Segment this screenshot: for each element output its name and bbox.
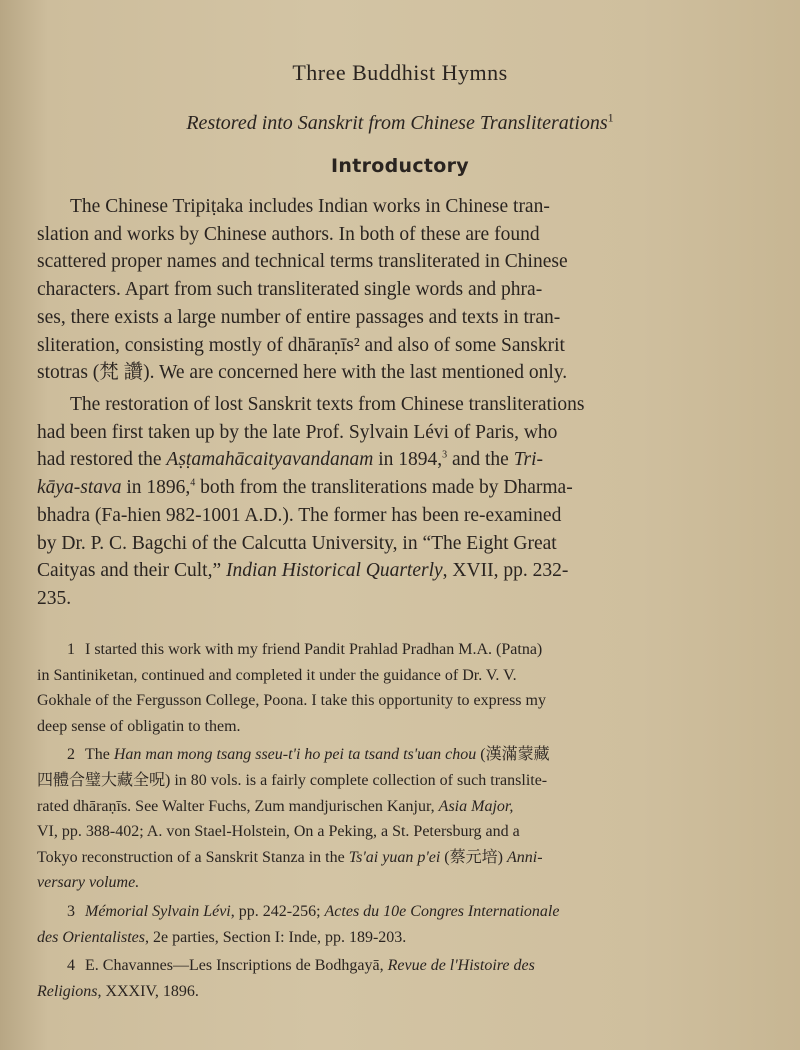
para2-line: 235. (37, 587, 72, 609)
footnote-text: rated dhāraṇīs. See Walter Fuchs, Zum mandjurischen Kanjur, (37, 797, 439, 815)
footnote-text: 四體合璧大藏全呪 (37, 771, 166, 789)
work-title: Anni- (506, 848, 543, 866)
footnote-3-line (37, 899, 767, 925)
journal-title: Religions (37, 982, 98, 1000)
para1-line: The Chinese Tripiṭaka includes Indian works in Chinese tran- (70, 196, 550, 217)
footnote-2-line: VI, pp. 388-402; A. von Stael-Holstein, On a Peking, a St. Petersburg and a (37, 823, 520, 841)
footnote-number: 1 (67, 641, 75, 658)
footnote-2-line (37, 794, 767, 820)
para1-line: sliteration, consisting mostly of dhāraṇīs² and also of some Sanskrit (37, 334, 565, 356)
section-heading: Introductory (331, 155, 469, 177)
footnote-text: Tokyo reconstruction of a Sanskrit Stanza in the (37, 848, 349, 866)
footnote-text: , 2e parties, Section I: Inde, pp. 189-203. (145, 928, 407, 946)
work-title: Aṣṭamahācaityavandanam (166, 449, 374, 471)
footnote-mark: 3 (442, 449, 448, 461)
work-title: versary volume. (37, 874, 140, 892)
work-title: Tri- (513, 449, 543, 471)
footnote-text: , XXXIV, 1896. (97, 982, 199, 1000)
footnote-number: 3 (67, 902, 75, 920)
work-title: Actes du 10e Congres Internationale (324, 902, 560, 920)
footnote-text: , pp. 242-256; (230, 902, 325, 920)
para2-text: , XVII, pp. 232- (442, 560, 569, 582)
footnote-text: (蔡元培) (440, 848, 507, 866)
para1-line: ses, there exists a large number of entire passages and texts in tran- (37, 306, 561, 328)
para2-text: in 1894, (373, 449, 443, 471)
footnote-text: E. Chavannes—Les Inscriptions de Bodhgayā, (85, 957, 388, 975)
para2-text: Caityas and their Cult,” (37, 560, 227, 582)
subtitle-footnote-mark: 1 (607, 110, 614, 125)
footnote-text: The (85, 746, 114, 764)
footnote-3-line (37, 925, 767, 951)
footnote-4-line (37, 953, 767, 979)
footnote-text: I started this work with my friend Pandit Prahlad Pradhan M.A. (Patna) (85, 641, 543, 658)
paragraph-1 (37, 193, 767, 387)
footnote-2-line (37, 768, 767, 794)
para2-text: and the (447, 449, 514, 471)
para2-text: both from the transliterations made by Dharma- (195, 477, 573, 499)
paragraph-2 (37, 391, 767, 613)
journal-title: Indian Historical Quarterly (226, 560, 443, 582)
footnotes (37, 637, 767, 1004)
subtitle-text: Restored into Sanskrit from Chinese Transliterations (186, 112, 608, 134)
para2-line: by Dr. P. C. Bagchi of the Calcutta University, in “The Eight Great (37, 532, 557, 554)
footnote-number: 2 (67, 746, 75, 764)
footnote-number: 4 (67, 957, 75, 975)
para1-line: stotras (梵 讚). We are concerned here with the last mentioned only. (37, 362, 568, 384)
para2-text: in 1896, (121, 477, 191, 499)
journal-title: Revue de l'Histoire des (387, 957, 535, 975)
footnote-2-line (37, 845, 767, 871)
footnote-1-line: deep sense of obligatin to them. (37, 717, 241, 735)
footnote-2-line (37, 742, 767, 768)
para2-line: The restoration of lost Sanskrit texts from Chinese transliterations (70, 394, 585, 415)
para2-line: bhadra (Fa-hien 982-1001 A.D.). The former has been re-examined (37, 504, 562, 526)
journal-title: Asia Major, (438, 797, 514, 815)
footnote-text: (漢滿蒙藏 (476, 746, 550, 764)
work-title: des Orientalistes (37, 928, 145, 946)
para1-line: slation and works by Chinese authors. In both of these are found (37, 223, 540, 245)
footnote-2-line (37, 870, 767, 896)
work-title: Mémorial Sylvain Lévi (85, 902, 231, 920)
work-title: kāya-stava (37, 477, 122, 499)
para2-line (37, 557, 767, 585)
para2-line: had been first taken up by the late Prof. Sylvain Lévi of Paris, who (37, 421, 558, 443)
footnote-4-line (37, 979, 767, 1005)
para2-line (37, 446, 767, 474)
para1-line: characters. Apart from such transliterated single words and phra- (37, 279, 543, 301)
footnote-mark: 4 (190, 477, 196, 489)
page-title: Three Buddhist Hymns (292, 60, 508, 85)
work-title: Ts'ai yuan p'ei (348, 848, 441, 866)
page-subtitle (0, 112, 800, 135)
para2-text: had restored the (37, 449, 167, 471)
para2-line (37, 474, 767, 502)
footnote-1-line (37, 637, 767, 663)
footnote-1-line: Gokhale of the Fergusson College, Poona. I take this opportunity to express my (37, 692, 546, 710)
footnote-text: ) in 80 vols. is a fairly complete collection of such translite- (165, 771, 548, 789)
para1-line: scattered proper names and technical terms transliterated in Chinese (37, 251, 568, 273)
footnote-1-line: in Santiniketan, continued and completed it under the guidance of Dr. V. V. (37, 666, 517, 684)
work-title: Han man mong tsang sseu-t'i ho pei ta tsand ts'uan chou (113, 746, 477, 764)
